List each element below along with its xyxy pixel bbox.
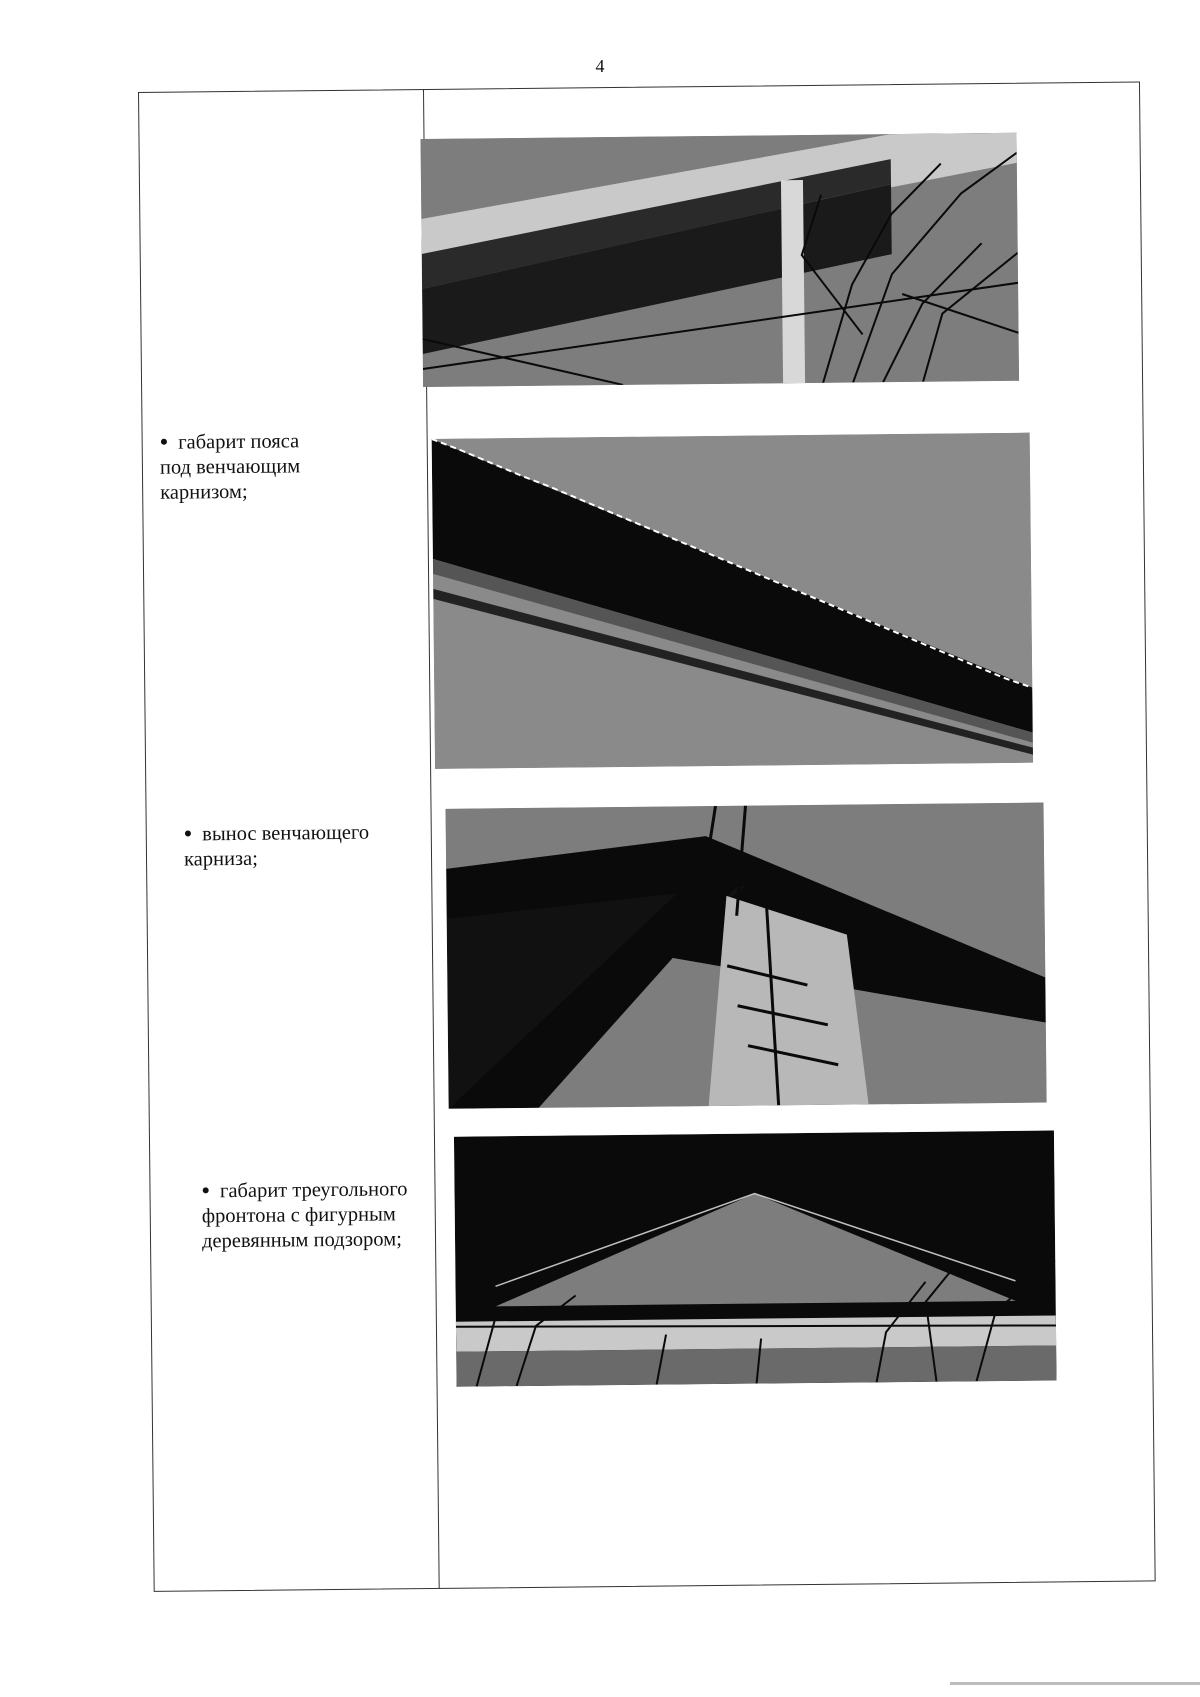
bullet-icon: ● xyxy=(159,434,169,450)
criterion-triangular-pediment: ● габарит треугольного фронтона с фигурным деревянным подзором; xyxy=(201,1178,408,1253)
page-number: 4 xyxy=(595,56,605,76)
footer-rule xyxy=(950,1682,1200,1685)
photo-roof-eave-image xyxy=(421,133,1020,387)
photo-roof-eave xyxy=(421,133,1020,387)
photo-triangular-pediment-image xyxy=(454,1130,1057,1386)
photo-cornice-overhang xyxy=(446,803,1047,1109)
criteria-table xyxy=(138,82,1156,1592)
photo-triangular-pediment xyxy=(454,1130,1057,1386)
criterion-cornice-overhang: ● вынос венчающего карниза; xyxy=(183,821,370,871)
photo-cornice-belt-image xyxy=(432,433,1033,769)
criterion-belt-under-cornice: ● габарит пояса под венчающим карнизом; xyxy=(159,430,301,504)
photo-cornice-overhang-image xyxy=(446,803,1047,1109)
bullet-icon: ● xyxy=(201,1183,211,1199)
bullet-icon: ● xyxy=(183,826,193,842)
photo-cornice-belt xyxy=(432,433,1033,769)
